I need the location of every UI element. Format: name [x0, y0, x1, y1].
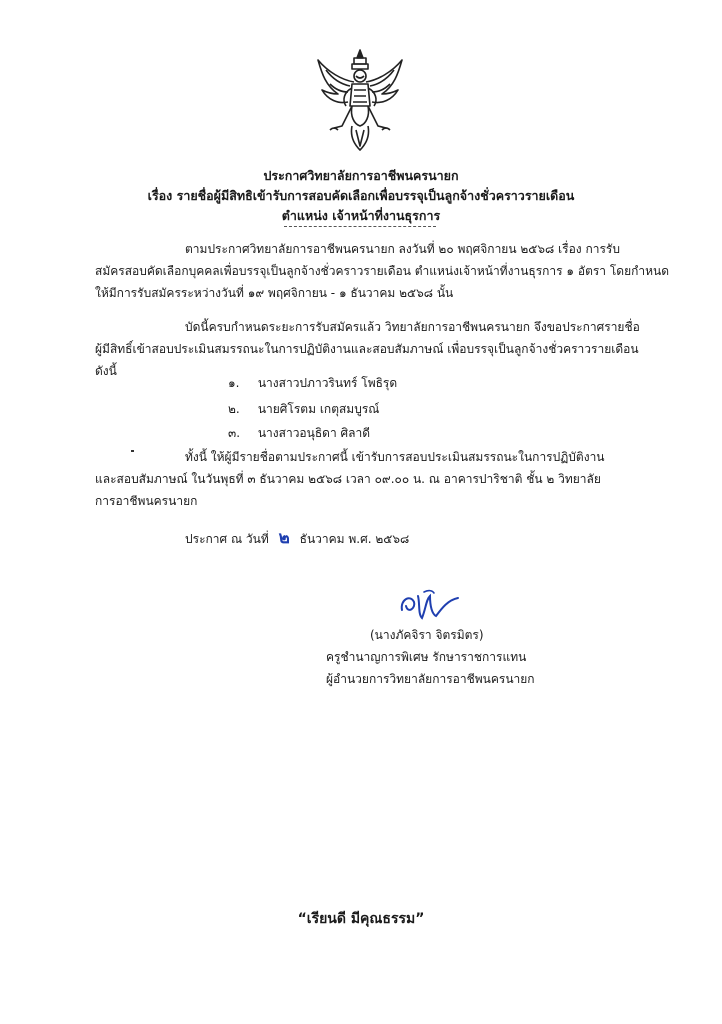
list-number: ๑. [228, 376, 240, 390]
para1-line: ตามประกาศวิทยาลัยการอาชีพนครนายก ลงวันที่ ๒๐ พฤศจิกายน ๒๕๖๘ เรื่อง การรับ [185, 242, 620, 256]
para2-line: ผู้มีสิทธิ์เข้าสอบประเมินสมรรถนะในการปฏิบัติงานและสอบสัมภาษณ์ เพื่อบรรจุเป็นลูกจ้างชั่วคราวรายเดือน [95, 342, 639, 356]
signer-org: ผู้อำนวยการวิทยาลัยการอาชีพนครนายก [326, 672, 535, 686]
ink-speck [131, 450, 134, 452]
paragraph-3 [95, 446, 662, 512]
handwritten-day: ๒ [278, 528, 290, 548]
list-item [228, 422, 370, 444]
paragraph-1 [95, 238, 670, 304]
list-number: ๓. [228, 426, 241, 440]
para3-line: ทั้งนี้ ให้ผู้มีรายชื่อตามประกาศนี้ เข้ารับการสอบประเมินสมรรถนะในการปฏิบัติงาน [185, 450, 605, 464]
para3-line: การอาชีพนครนายก [95, 494, 198, 508]
signer-title: ครูชำนาญการพิเศษ รักษาราชการแทน [326, 650, 527, 664]
subject-line: เรื่อง รายชื่อผู้มีสิทธิเข้ารับการสอบคัดเลือกเพื่อบรรจุเป็นลูกจ้างชั่วคราวรายเดือน [147, 188, 575, 203]
candidate-name: นายศิโรตม เกตุสมบูรณ์ [257, 402, 380, 416]
announce-prefix: ประกาศ ณ วันที่ [185, 532, 269, 546]
list-item [228, 398, 379, 420]
handwritten-signature-icon [396, 588, 464, 624]
candidate-name: นางสาวอนุธิดา ศิลาดี [257, 426, 371, 440]
signer-name: (นางภัคจิรา จิตรมิตร) [370, 628, 484, 642]
para1-line: สมัครสอบคัดเลือกบุคคลเพื่อบรรจุเป็นลูกจ้างชั่วคราวรายเดือน ตำแหน่งเจ้าหน้าที่งานธุรการ ๑ อัตรา โดยกำหนด [95, 264, 670, 278]
list-item [228, 372, 397, 394]
announce-date [185, 524, 409, 551]
divider [284, 226, 436, 227]
list-number: ๒. [228, 402, 240, 416]
garuda-emblem-icon [312, 46, 408, 154]
para2-line: บัดนี้ครบกำหนดระยะการรับสมัครแล้ว วิทยาลัยการอาชีพนครนายก จึงขอประกาศรายชื่อ [185, 320, 640, 334]
para2-line: ดังนี้ [95, 364, 117, 378]
para1-line: ให้มีการรับสมัครระหว่างวันที่ ๑๙ พฤศจิกายน - ๑ ธันวาคม ๒๕๖๘ นั้น [95, 286, 454, 300]
para3-line: และสอบสัมภาษณ์ ในวันพุธที่ ๓ ธันวาคม ๒๕๖๘ เวลา ๐๙.๐๐ น. ณ อาคารปาริชาติ ชั้น ๒ วิทยาลัย [95, 472, 601, 486]
announce-suffix: ธันวาคม พ.ศ. ๒๕๖๘ [299, 532, 410, 546]
motto: “เรียนดี มีคุณธรรม” [297, 911, 425, 927]
candidate-name: นางสาวปภาวรินทร์ โพธิรุด [257, 376, 398, 390]
position-line: ตำแหน่ง เจ้าหน้าที่งานธุรการ [281, 208, 441, 223]
org-title: ประกาศวิทยาลัยการอาชีพนครนายก [263, 168, 459, 183]
